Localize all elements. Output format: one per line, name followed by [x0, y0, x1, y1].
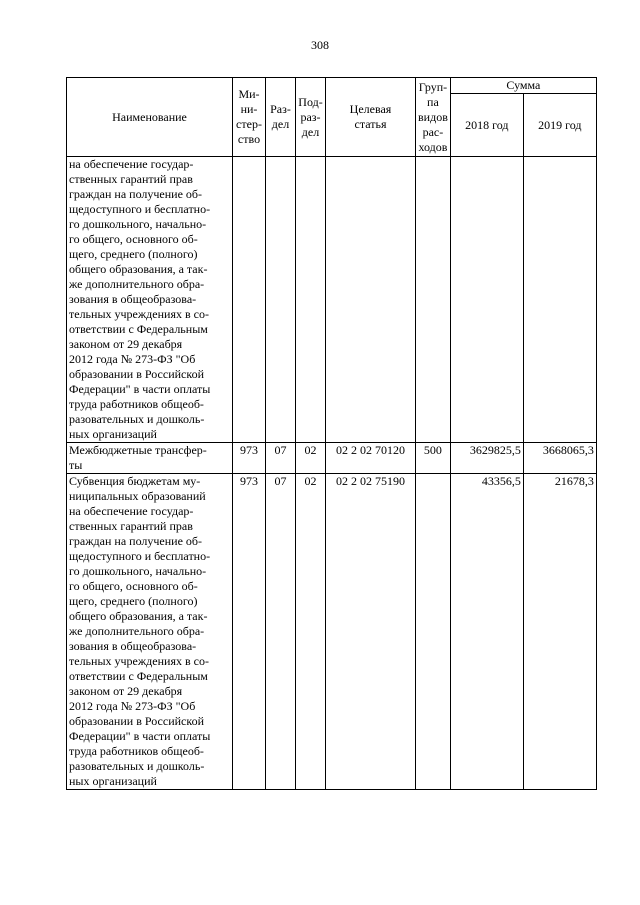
row-subsection: 02 [296, 474, 326, 790]
header-year-2018: 2018 год [450, 94, 523, 157]
row-sum-2018: 3629825,5 [450, 443, 523, 474]
table-header-row [67, 78, 597, 94]
row-name: на обеспечение государ- ственных гарантий прав граждан на получение об- щедоступного и бесплатно- го дошкольного, начально- го общего, основного об- щего, среднего (полного) общего образования, а так- же дополнительного обра- зования в общеобразова- тельных учреждениях в со- ответствии с Федеральным законом от 29 декабря 2012 года № 273-ФЗ "Об образовании в Российской Федерации" в части оплаты труда работников общеоб- разовательных и дошколь- ных организаций [67, 157, 233, 443]
row-subsection [296, 157, 326, 443]
row-name: Межбюджетные трансфер- ты [67, 443, 233, 474]
row-sum-2018: 43356,5 [450, 474, 523, 790]
table-row [67, 443, 597, 474]
row-sum-2019 [523, 157, 596, 443]
row-ministry: 973 [233, 474, 266, 790]
row-sum-2019: 3668065,3 [523, 443, 596, 474]
row-target [326, 157, 416, 443]
header-name: Наименование [67, 78, 233, 157]
row-sum-2019: 21678,3 [523, 474, 596, 790]
row-target: 02 2 02 70120 [326, 443, 416, 474]
row-section [266, 157, 296, 443]
row-group: 500 [416, 443, 451, 474]
header-sum: Сумма [450, 78, 596, 94]
budget-table [66, 77, 597, 790]
table-row [67, 474, 597, 790]
row-sum-2018 [450, 157, 523, 443]
row-section: 07 [266, 443, 296, 474]
row-group [416, 474, 451, 790]
page-number: 308 [311, 38, 329, 52]
header-ministry: Ми- ни- стер- ство [233, 78, 266, 157]
header-subsection: Под- раз- дел [296, 78, 326, 157]
header-target: Целевая статья [326, 78, 416, 157]
header-section: Раз- дел [266, 78, 296, 157]
row-ministry [233, 157, 266, 443]
row-name: Субвенция бюджетам му- ниципальных образований на обеспечение государ- ственных гарантий прав граждан на получение об- щедоступного и бесплатно- го дошкольного, начально- го общего, основного об- щего, среднего (полного) общего образования, а так- же дополнительного обра- зования в общеобразова- тельных учреждениях в со- ответствии с Федеральным законом от 29 декабря 2012 года № 273-ФЗ "Об образовании в Российской Федерации" в части оплаты труда работников общеоб- разовательных и дошколь- ных организаций [67, 474, 233, 790]
row-ministry: 973 [233, 443, 266, 474]
row-group [416, 157, 451, 443]
header-group: Груп- па видов рас- ходов [416, 78, 451, 157]
table-row [67, 157, 597, 443]
header-year-2019: 2019 год [523, 94, 596, 157]
row-section: 07 [266, 474, 296, 790]
row-subsection: 02 [296, 443, 326, 474]
row-target: 02 2 02 75190 [326, 474, 416, 790]
